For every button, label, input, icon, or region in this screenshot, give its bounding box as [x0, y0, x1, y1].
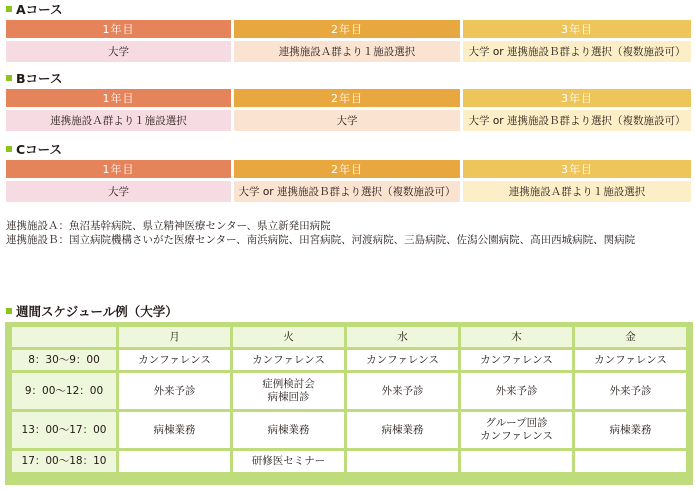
- schedule-cell: [119, 451, 230, 472]
- time-slot: 8：30〜9：00: [12, 350, 116, 370]
- year-1-header: 1年目: [6, 20, 231, 38]
- schedule-cell: 病棟業務: [575, 412, 686, 448]
- schedule-cell: カンファレンス: [575, 350, 686, 370]
- day-header-tue: 火: [233, 327, 344, 347]
- schedule-cell: [347, 451, 458, 472]
- course-a-years: [6, 20, 692, 38]
- schedule-cell: グループ回診 カンファレンス: [461, 412, 572, 448]
- schedule-cell: 外来予診: [575, 373, 686, 409]
- plan-cell-year-3: 大学 or 連携施設Ｂ群より選択（複数施設可）: [463, 110, 691, 131]
- schedule-cell: 病棟業務: [347, 412, 458, 448]
- schedule-cell: カンファレンス: [233, 350, 344, 370]
- plan-cell-year-2: 連携施設Ａ群より１施設選択: [234, 41, 460, 62]
- day-header-fri: 金: [575, 327, 686, 347]
- schedule-cell: カンファレンス: [347, 350, 458, 370]
- schedule-cell: [461, 451, 572, 472]
- plan-cell-year-3: 大学 or 連携施設Ｂ群より選択（複数施設可）: [463, 41, 691, 62]
- square-bullet-icon: [6, 75, 12, 81]
- year-2-header: 2年目: [234, 160, 460, 178]
- schedule-table: [9, 324, 689, 475]
- schedule-cell: カンファレンス: [461, 350, 572, 370]
- schedule-cell: [575, 451, 686, 472]
- course-c-title: Cコース: [6, 142, 692, 156]
- schedule-cell: 外来予診: [461, 373, 572, 409]
- schedule-row: [12, 373, 686, 409]
- weekly-schedule: [5, 322, 693, 485]
- square-bullet-icon: [6, 308, 12, 314]
- plan-cell-year-1: 大学: [6, 41, 231, 62]
- course-c-years: [6, 160, 692, 178]
- schedule-row: [12, 451, 686, 472]
- schedule-row: [12, 412, 686, 448]
- time-slot: 9：00〜12：00: [12, 373, 116, 409]
- year-3-header: 3年目: [463, 160, 691, 178]
- year-2-header: 2年目: [234, 89, 460, 107]
- course-a: [6, 2, 692, 62]
- time-slot: 17：00〜18：10: [12, 451, 116, 472]
- schedule-body: [12, 350, 686, 472]
- schedule-cell: 外来予診: [119, 373, 230, 409]
- plan-cell-year-2: 大学 or 連携施設Ｂ群より選択（複数施設可）: [234, 181, 460, 202]
- course-b: [6, 71, 692, 131]
- facility-group-b-note: 連携施設Ｂ：国立病院機構さいがた医療センター、南浜病院、田宮病院、河渡病院、三島病院、佐潟公園病院、高田西城病院、関病院: [6, 234, 636, 246]
- schedule-cell: カンファレンス: [119, 350, 230, 370]
- course-c: [6, 142, 692, 202]
- year-1-header: 1年目: [6, 89, 231, 107]
- time-header-cell: [12, 327, 116, 347]
- schedule-cell: 病棟業務: [233, 412, 344, 448]
- day-header-thu: 木: [461, 327, 572, 347]
- facility-group-a-note: 連携施設Ａ：魚沼基幹病院、県立精神医療センター、県立新発田病院: [6, 220, 331, 232]
- plan-cell-year-1: 連携施設Ａ群より１施設選択: [6, 110, 231, 131]
- schedule-cell: 研修医セミナー: [233, 451, 344, 472]
- schedule-cell: 症例検討会 病棟回診: [233, 373, 344, 409]
- facility-notes: [6, 219, 635, 247]
- schedule-cell: 外来予診: [347, 373, 458, 409]
- square-bullet-icon: [6, 146, 12, 152]
- time-slot: 13：00〜17：00: [12, 412, 116, 448]
- year-1-header: 1年目: [6, 160, 231, 178]
- plan-cell-year-2: 大学: [234, 110, 460, 131]
- course-b-years: [6, 89, 692, 107]
- schedule-title: 週間スケジュール例（大学）: [6, 302, 178, 320]
- square-bullet-icon: [6, 6, 12, 12]
- plan-cell-year-1: 大学: [6, 181, 231, 202]
- course-b-plan: [6, 110, 692, 131]
- year-3-header: 3年目: [463, 20, 691, 38]
- course-a-plan: [6, 41, 692, 62]
- schedule-row: [12, 350, 686, 370]
- year-3-header: 3年目: [463, 89, 691, 107]
- course-c-plan: [6, 181, 692, 202]
- year-2-header: 2年目: [234, 20, 460, 38]
- course-a-title: Aコース: [6, 2, 692, 16]
- course-b-title: Bコース: [6, 71, 692, 85]
- day-header-wed: 水: [347, 327, 458, 347]
- day-header-mon: 月: [119, 327, 230, 347]
- plan-cell-year-3: 連携施設Ａ群より１施設選択: [463, 181, 691, 202]
- schedule-cell: 病棟業務: [119, 412, 230, 448]
